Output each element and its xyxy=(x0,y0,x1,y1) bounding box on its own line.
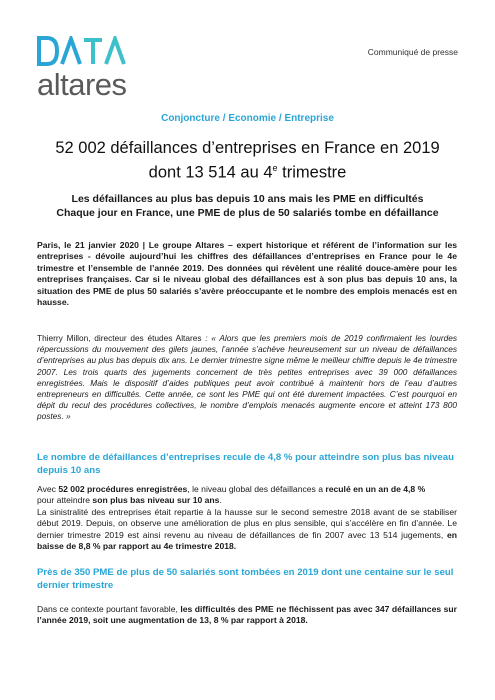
s1-bold-3: son plus bas niveau sur 10 ans xyxy=(92,495,220,506)
section-1-heading: Le nombre de défaillances d’entreprises recule de 4,8 % pour atteindre son plus bas niveau depuis 10 ans xyxy=(37,452,454,476)
data-logo-letters-icon xyxy=(37,36,133,66)
category-line: Conjoncture / Economie / Entreprise xyxy=(161,113,334,124)
s1-bold-2: reculé en un an de 4,8 % xyxy=(325,484,426,494)
altares-logo xyxy=(37,36,137,106)
subtitle-line-1: Les défaillances au plus bas depuis 10 ans mais les PME en difficultés xyxy=(71,193,424,205)
press-release-label: Communiqué de presse xyxy=(367,47,458,57)
title-superscript: e xyxy=(272,163,278,173)
title-line-2 xyxy=(30,158,465,183)
s1-text-4: . xyxy=(219,495,222,506)
section-1-body xyxy=(37,484,457,552)
title-line-2-start: dont 13 514 au 4 xyxy=(148,163,273,182)
quote-paragraph xyxy=(37,333,457,423)
section-2-heading: Près de 350 PME de plus de 50 salariés sont tombées en 2019 dont une centaine sur le seul dernier trimestre xyxy=(37,567,454,591)
section-2-body xyxy=(37,604,457,627)
s1-text-5: La sinistralité des entreprises était repartie à la hausse sur le second semestre 2018 avant de se stabiliser début 2019. Depuis, on observe une amélioration de plus en plus sensible, qui s’accélère en fin d’année. Le dernier trimestre 2019 est ainsi revenu au niveau de défaillances de fin 2007 avec 13 514 jugements, xyxy=(37,506,457,540)
quote-author: Thierry Millon, directeur des études Altares xyxy=(37,333,202,343)
quote-text: : « Alors que les premiers mois de 2019 confirmaient les lourdes répercussions du mouvement des gilets jaunes, l’année s’achève heureusement sur un niveau de défaillances d’entreprises au plus bas depuis dix ans. Le dernier trimestre signe même le meilleur chiffre depuis le 4e trimestre 2007. Les trois quarts des jugements concernent de très petites entreprises avec 39 000 défaillances enregistrées. Mais le dispositif d’aides publiques peut avoir contribué à maintenir hors de l’eau d’autres entrepreneurs en difficultés. Cette année, ce sont les PME qui ont été durement impactées. C’est pourquoi en dépit du recul des procédures collectives, le nombre d’emplois menacés augmente encore et atteint 173 800 postes. » xyxy=(37,333,457,422)
s2-bold-1: les difficultés des PME ne fléchissent pas avec 347 défaillances sur l’année 2019, soit une augmentation de 13, 8 % par rapport à 2018. xyxy=(37,604,457,626)
logo-wordmark: altares xyxy=(37,67,127,102)
subtitle-line-2: Chaque jour en France, une PME de plus de 50 salariés tombe en défaillance xyxy=(56,207,439,219)
s1-bold-1: 52 002 procédures enregistrées xyxy=(58,484,188,494)
title-line-1: 52 002 défaillances d’entreprises en France en 2019 xyxy=(55,139,440,157)
title-line-2-end: trimestre xyxy=(277,163,347,182)
s1-text-3: pour atteindre xyxy=(37,495,93,506)
s2-text-1: Dans ce contexte pourtant favorable, xyxy=(37,604,181,614)
s1-text-2: , le niveau global des défaillances a xyxy=(187,484,326,494)
subtitle xyxy=(30,192,465,220)
page-title xyxy=(30,138,465,183)
intro-paragraph: Paris, le 21 janvier 2020 | Le groupe Altares – expert historique et référent de l’information sur les entreprises - dévoile aujourd’hui les chiffres des défaillances d’entreprises en France pour le 4e trimestre et l’ensemble de l’année 2019. Des données qui révèlent une réalité douce-amère pour les entreprises françaises. Car si le niveau global des défaillances est à son plus bas depuis 10 ans, la situation des PME de plus 50 salariés s’avère préoccupante et le nombre des emplois menacés est en hausse. xyxy=(37,240,457,308)
s1-bold-4: en baisse de 8,8 % par rapport au 4e trimestre 2018. xyxy=(37,529,457,552)
s1-text-1: Avec xyxy=(37,484,59,494)
data-logo-mark-icon xyxy=(37,36,137,66)
